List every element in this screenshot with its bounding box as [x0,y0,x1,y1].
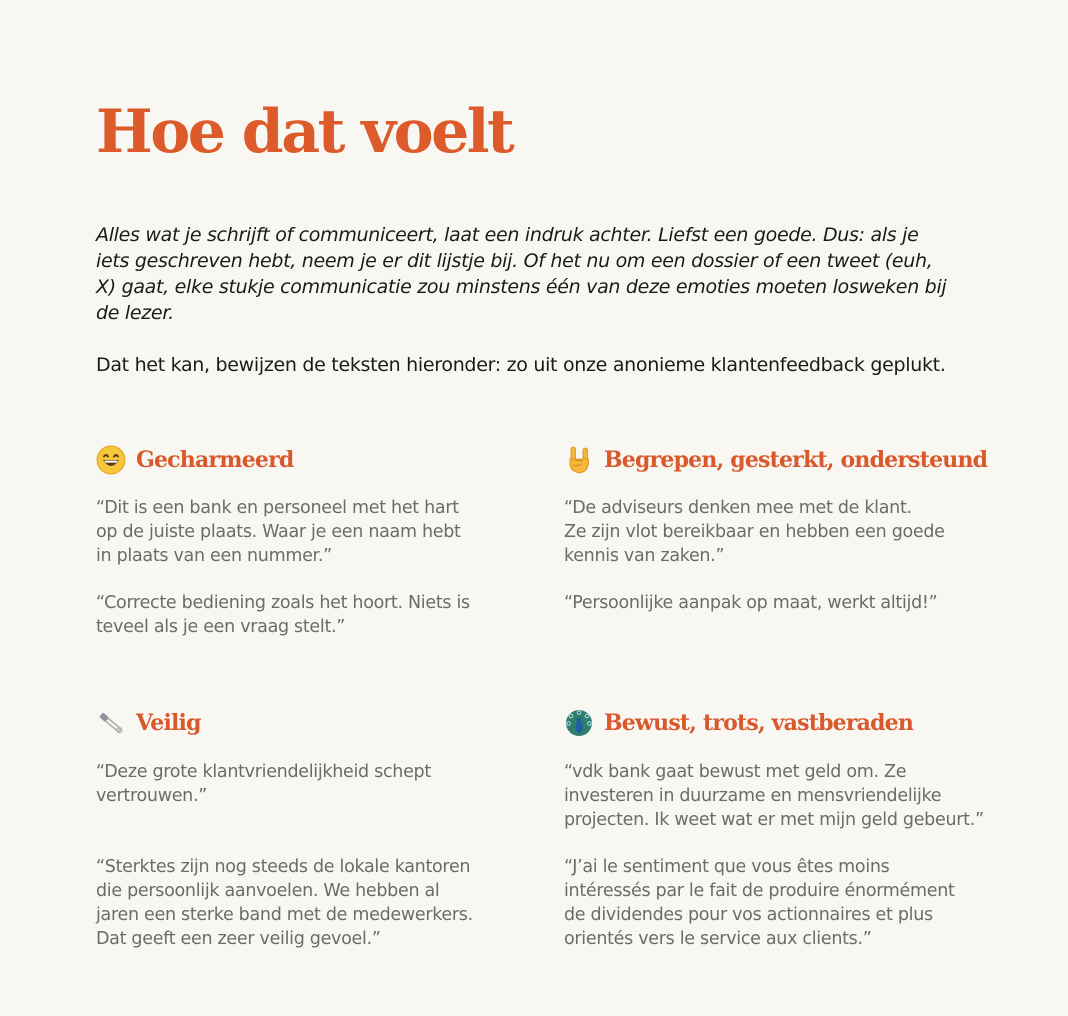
emotion-title: Veilig [136,710,201,736]
peacock-icon [564,708,594,738]
emotion-bewust [564,708,1004,951]
quote-2: “Persoonlijke aanpak op maat, werkt altijd!” [564,593,938,613]
emotion-veilig [96,708,536,951]
quote-1: “Deze grote klantvriendelijkheid schept vertrouwen.” [96,762,431,806]
emotion-title: Begrepen, gesterkt, ondersteund [604,447,988,473]
quote-1: “De adviseurs denken mee met de klant. Ze zijn vlot bereikbaar en hebben een goede kennis van zaken.” [564,498,945,566]
emotion-heading [564,445,1004,475]
quote-1: “vdk bank gaat bewust met geld om. Ze investeren in duurzame en mensvriendelijke projecten. Ik weet wat er met mijn geld gebeurt.” [564,762,984,830]
grinning-face-icon [96,445,126,475]
quote-2: “Sterktes zijn nog steeds de lokale kantoren die persoonlijk aanvoelen. We hebben al jaren een sterke band met de medewerkers. Dat geeft een zeer veilig gevoel.” [96,857,473,949]
emotion-begrepen [564,445,1004,615]
emotion-title: Bewust, trots, vastberaden [604,710,914,736]
emotion-gecharmeerd [96,445,536,639]
emotion-heading [564,708,1004,738]
safety-pin-icon [96,708,126,738]
quote-1: “Dit is een bank en personeel met het hart op de juiste plaats. Waar je een naam hebt in plaats van een nummer.” [96,498,461,566]
emotion-heading [96,708,536,738]
emotion-title: Gecharmeerd [136,447,294,473]
intro-paragraph: Alles wat je schrijft of communiceert, laat een indruk achter. Liefst een goede. Dus: als je iets geschreven hebt, neem je er dit lijstje bij. Of het nu om een dossier of een tweet (euh, X) gaat, elke stukje communicatie zou minstens één van deze emoties moeten losweken bij de lezer. [96,224,947,324]
rock-hand-icon [564,445,594,475]
lead-paragraph: Dat het kan, bewijzen de teksten hieronder: zo uit onze anonieme klantenfeedback geplukt. [96,354,946,376]
emotion-heading [96,445,536,475]
quote-2: “J’ai le sentiment que vous êtes moins intéressés par le fait de produire énormément de dividendes pour vos actionnaires et plus orientés vers le service aux clients.” [564,857,955,949]
page-title: Hoe dat voelt [96,97,513,167]
quote-2: “Correcte bediening zoals het hoort. Niets is teveel als je een vraag stelt.” [96,593,470,637]
